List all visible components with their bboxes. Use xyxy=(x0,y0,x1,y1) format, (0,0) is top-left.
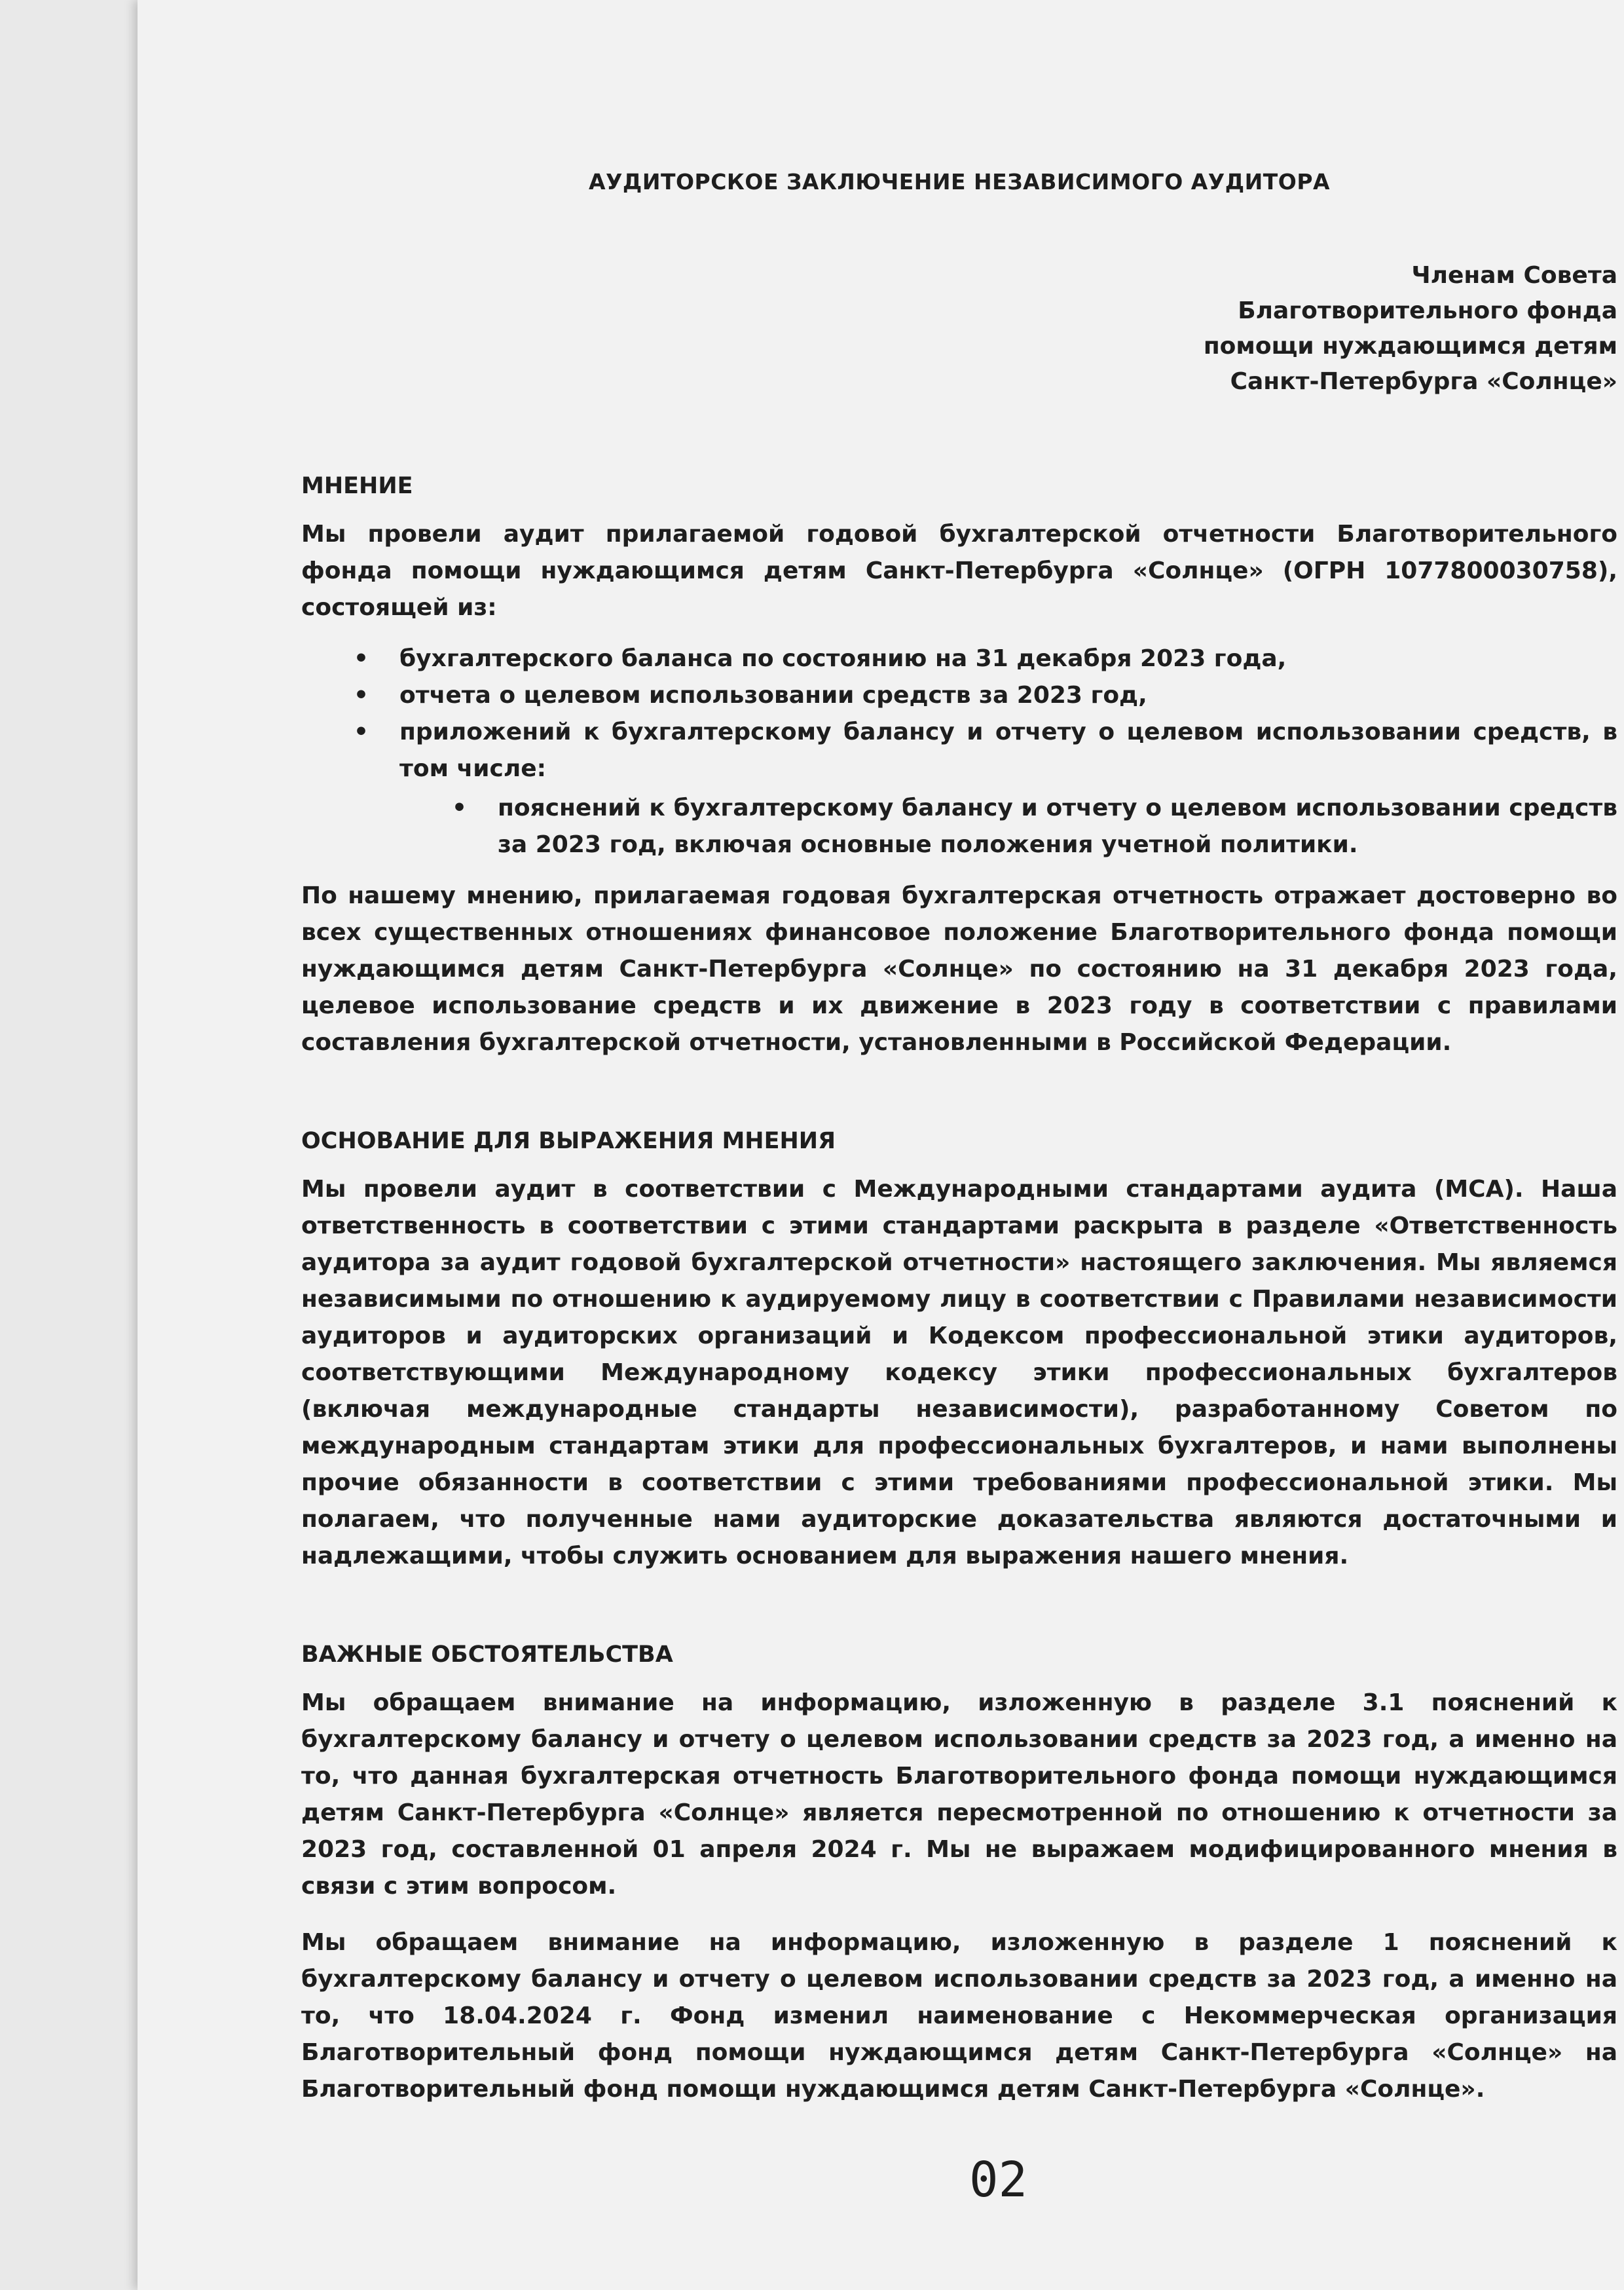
spacer xyxy=(301,1905,1617,1924)
addressee-line: Членам Совета xyxy=(1411,262,1617,289)
list-item-text: приложений к бухгалтерскому балансу и отчету о целевом использовании средств, в том числе: xyxy=(399,719,1617,782)
list-item-text: отчета о целевом использовании средств за 2023 год, xyxy=(399,682,1147,709)
opinion-heading: МНЕНИЕ xyxy=(301,473,413,499)
spacer xyxy=(301,1575,1617,1636)
document-body xyxy=(301,164,1617,2108)
list-item xyxy=(399,677,1617,714)
important-paragraph-2: Мы обращаем внимание на информацию, изложенную в разделе 1 пояснений к бухгалтерскому балансу и отчету о целевом использовании средств за 2023 год, а именно на то, что 18.04.2024 г. Фонд изменил наименование с Некоммерческая организация Благотворительный фонд помощи нуждающимся детям Санкт-Петербурга «Солнце» на Благотворительный фонд помощи нуждающимся детям Санкт-Петербурга «Солнце». xyxy=(301,1929,1617,2103)
list-item xyxy=(399,641,1617,677)
opinion-intro: Мы провели аудит прилагаемой годовой бухгалтерской отчетности Благотворительного фонда помощи нуждающимся детям Санкт-Петербурга «Солнце» (ОГРН 1077800030758), состоящей из: xyxy=(301,521,1617,621)
spacer xyxy=(301,1061,1617,1123)
addressee-block xyxy=(301,258,1617,400)
basis-heading: ОСНОВАНИЕ ДЛЯ ВЫРАЖЕНИЯ МНЕНИЯ xyxy=(301,1128,836,1154)
list-item-text: бухгалтерского баланса по состоянию на 31 декабря 2023 года, xyxy=(399,645,1287,672)
sub-list-item-text: пояснений к бухгалтерскому балансу и отчету о целевом использовании средств за 2023 год, включая основные положения учетной политики. xyxy=(498,795,1617,858)
important-heading: ВАЖНЫЕ ОБСТОЯТЕЛЬСТВА xyxy=(301,1642,673,1668)
document-title: АУДИТОРСКОЕ ЗАКЛЮЧЕНИЕ НЕЗАВИСИМОГО АУДИТОРА xyxy=(588,169,1331,195)
page-number: 02 xyxy=(969,2152,1028,2208)
statements-list xyxy=(301,641,1617,863)
list-item xyxy=(399,714,1617,863)
sub-list xyxy=(399,790,1617,863)
addressee-line: Санкт-Петербурга «Солнце» xyxy=(1230,368,1617,395)
document-page xyxy=(138,0,1624,2290)
opinion-conclusion: По нашему мнению, прилагаемая годовая бухгалтерская отчетность отражает достоверно во всех существенных отношениях финансовое положение Благотворительного фонда помощи нуждающимся детям Санкт-Петербурга «Солнце» по состоянию на 31 декабря 2023 года, целевое использование средств и их движение в 2023 году в соответствии с правилами составления бухгалтерской отчетности, установленными в Российской Федерации. xyxy=(301,882,1617,1056)
sub-list-item xyxy=(498,790,1617,863)
addressee-line: Благотворительного фонда xyxy=(1238,297,1617,324)
important-paragraph-1: Мы обращаем внимание на информацию, изложенную в разделе 3.1 пояснений к бухгалтерскому балансу и отчету о целевом использовании средств за 2023 год, а именно на то, что данная бухгалтерская отчетность Благотворительного фонда помощи нуждающимся детям Санкт-Петербурга «Солнце» является пересмотренной по отношению к отчетности за 2023 год, составленной 01 апреля 2024 г. Мы не выражаем модифицированного мнения в связи с этим вопросом. xyxy=(301,1689,1617,1900)
basis-text: Мы провели аудит в соответствии с Международными стандартами аудита (МСА). Наша ответственность в соответствии с этими стандартами раскрыта в разделе «Ответственность аудитора за аудит годовой бухгалтерской отчетности» настоящего заключения. Мы являемся независимыми по отношению к аудируемому лицу в соответствии с Правилами независимости аудиторов и аудиторских организаций и Кодексом профессиональной этики аудиторов, соответствующими Международному кодексу этики профессиональных бухгалтеров (включая международные стандарты независимости), разработанному Советом по международным стандартам этики для профессиональных бухгалтеров, и нами выполнены прочие обязанности в соответствии с этими требованиями профессиональной этики. Мы полагаем, что полученные нами аудиторские доказательства являются достаточными и надлежащими, чтобы служить основанием для выражения нашего мнения. xyxy=(301,1176,1617,1569)
addressee-line: помощи нуждающимся детям xyxy=(1203,333,1617,360)
